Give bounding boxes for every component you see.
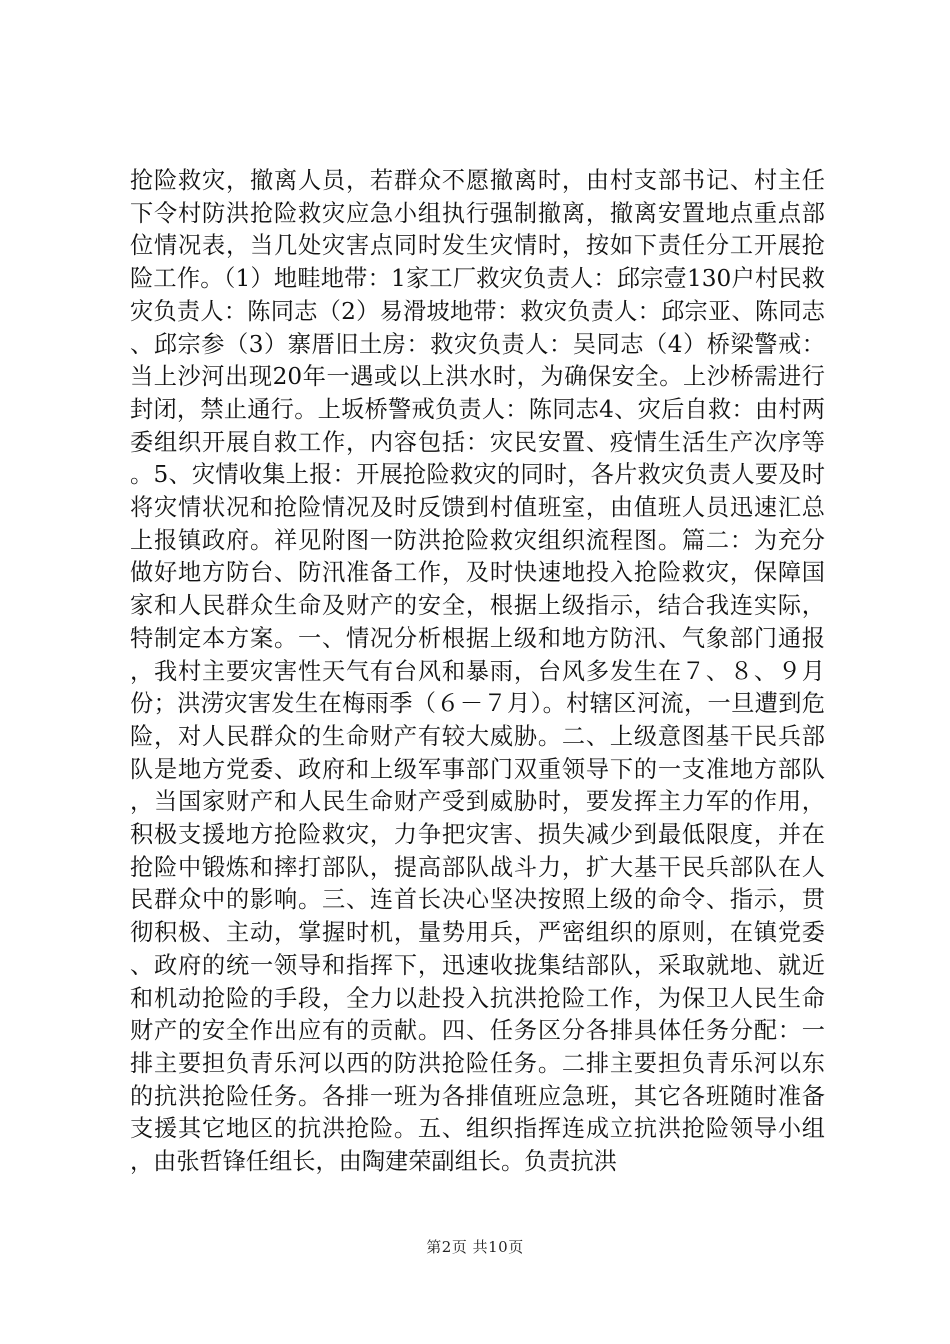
page-number-footer: 第2页 共10页 [426, 1238, 524, 1256]
document-body [130, 165, 825, 1179]
body-paragraph: 抢险救灾，撤离人员，若群众不愿撤离时，由村支部书记、村主任下令村防洪抢险救灾应急小组执行强制撤离，撤离安置地点重点部位情况表，当几处灾害点同时发生灾情时，按如下责任分工开展抢险工作。（1）地畦地带：1家工厂救灾负责人：邱宗壹130户村民救灾负责人：陈同志（2）易滑坡地带：救灾负责人：邱宗亚、陈同志、邱宗参（3）寨厝旧土房：救灾负责人：吴同志（4）桥梁警戒：当上沙河出现20年一遇或以上洪水时，为确保安全。上沙桥需进行封闭，禁止通行。上坂桥警戒负责人：陈同志4、灾后自救：由村两委组织开展自救工作，内容包括：灾民安置、疫情生活生产次序等。5、灾情收集上报：开展抢险救灾的同时，各片救灾负责人要及时将灾情状况和抢险情况及时反馈到村值班室，由值班人员迅速汇总上报镇政府。祥见附图一防洪抢险救灾组织流程图。篇二：为充分做好地方防台、防汛准备工作，及时快速地投入抢险救灾，保障国家和人民群众生命及财产的安全，根据上级指示，结合我连实际，特制定本方案。一、情况分析根据上级和地方防汛、气象部门通报，我村主要灾害性天气有台风和暴雨，台风多发生在７、８、９月份；洪涝灾害发生在梅雨季（６－７月）。村辖区河流，一旦遭到危险，对人民群众的生命财产有较大威胁。二、上级意图基干民兵部队是地方党委、政府和上级军事部门双重领导下的一支准地方部队，当国家财产和人民生命财产受到威胁时，要发挥主力军的作用，积极支援地方抢险救灾，力争把灾害、损失减少到最低限度，并在抢险中锻炼和摔打部队，提高部队战斗力，扩大基干民兵部队在人民群众中的影响。三、连首长决心坚决按照上级的命令、指示，贯彻积极、主动，掌握时机，量势用兵，严密组织的原则，在镇党委、政府的统一领导和指挥下，迅速收拢集结部队，采取就地、就近和机动抢险的手段，全力以赴投入抗洪抢险工作，为保卫人民生命财产的安全作出应有的贡献。四、任务区分各排具体任务分配：一排主要担负青乐河以西的防洪抢险任务。二排主要担负青乐河以东的抗洪抢险任务。各排一班为各排值班应急班，其它各班随时准备支援其它地区的抗洪抢险。五、组织指挥连成立抗洪抢险领导小组，由张哲锋任组长，由陶建荣副组长。负责抗洪 [130, 167, 825, 1176]
